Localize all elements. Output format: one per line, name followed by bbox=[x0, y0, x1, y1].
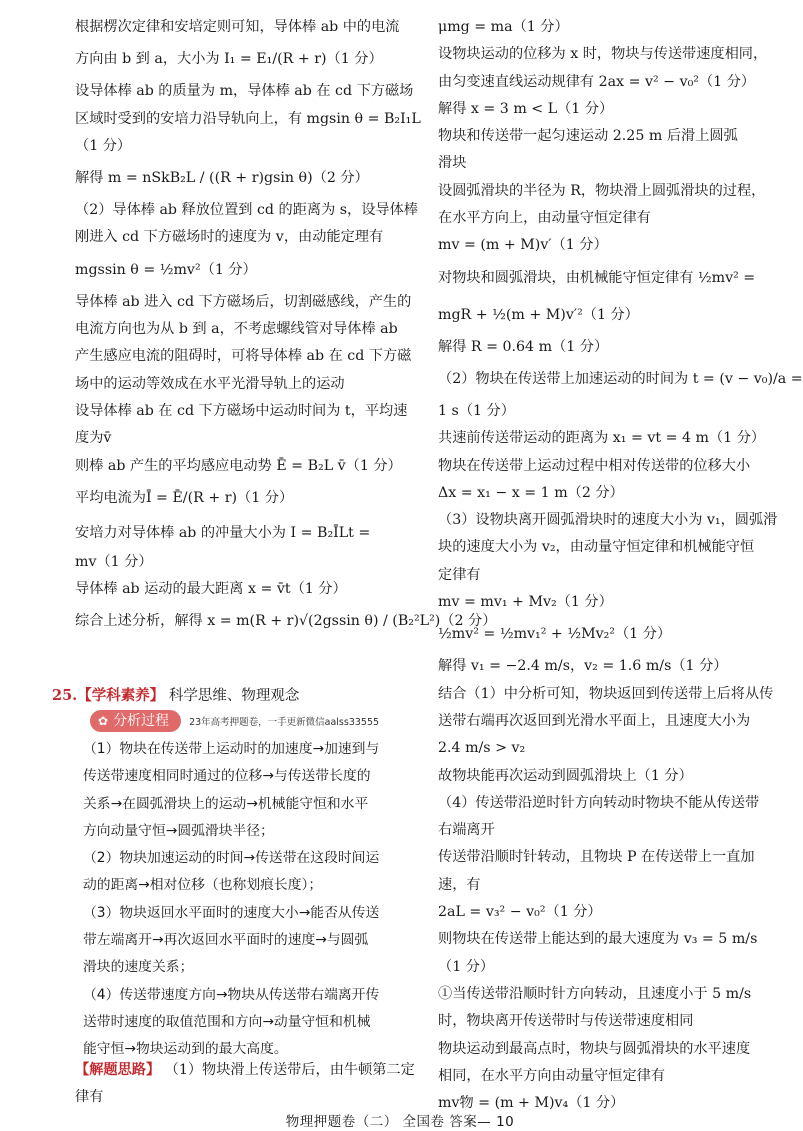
text-line: 导体棒 ab 运动的最大距离 x = v̄t（1 分） bbox=[75, 581, 347, 598]
text-line: 安培力对导体棒 ab 的冲量大小为 I = B₂ĪLt = bbox=[75, 524, 371, 541]
solution-approach bbox=[75, 1057, 415, 1112]
text-line: ①当传送带沿顺时针方向转动，且速度小于 5 m/s bbox=[438, 985, 752, 1002]
subject-literacy-tag: 【学科素养】 bbox=[77, 687, 165, 704]
text-line: 在水平方向上，由动量守恒定律有 bbox=[438, 210, 651, 227]
text-line: 综合上述分析，解得 x = m(R + r)√(2gssin θ) / (B₂²L²)（2 分） bbox=[75, 613, 497, 630]
text-line: 定律有 bbox=[438, 566, 481, 583]
text-line: 设导体棒 ab 在 cd 下方磁场中运动时间为 t，平均速 bbox=[75, 402, 408, 419]
analysis-line: （3）物块返回水平面时的速度大小→能否从传送 bbox=[83, 904, 380, 921]
analysis-line: 传送带速度相同时通过的位移→与传送带长度的 bbox=[83, 768, 371, 785]
analysis-line: 方向动量守恒→圆弧滑块半径； bbox=[83, 822, 274, 839]
text-line: 由匀变速直线运动规律有 2ax = v² − v₀²（1 分） bbox=[438, 73, 756, 90]
text-line: Δx = x₁ − x = 1 m（2 分） bbox=[438, 484, 624, 501]
text-line: mv（1 分） bbox=[75, 553, 153, 570]
text-line: （2）导体棒 ab 释放位置到 cd 的距离为 s，设导体棒 bbox=[75, 202, 418, 219]
text-line: ½mv² = ½mv₁² + ½Mv₂²（1 分） bbox=[438, 626, 672, 643]
text-line: mgssin θ = ½mv²（1 分） bbox=[75, 261, 257, 278]
text-line: 设圆弧滑块的半径为 R，物块滑上圆弧滑块的过程， bbox=[438, 182, 766, 199]
text-line: 解得 v₁ = −2.4 m/s，v₂ = 1.6 m/s（1 分） bbox=[438, 658, 728, 675]
analysis-line: 送带时速度的取值范围和方向→动量守恒和机械 bbox=[83, 1013, 371, 1030]
watermark-note: 23年高考押题卷，一手更新微信aalss33555 bbox=[189, 717, 380, 728]
text-line: （3）设物块离开圆弧滑块时的速度大小为 v₁，圆弧滑 bbox=[438, 512, 778, 529]
text-line: μmg = ma（1 分） bbox=[438, 19, 569, 35]
text-line: 2.4 m/s > v₂ bbox=[438, 740, 526, 757]
analysis-line: （2）物块加速运动的时间→传送带在这段时间运 bbox=[83, 850, 380, 867]
text-line: 则棒 ab 产生的平均感应电动势 Ē = B₂L v̄（1 分） bbox=[75, 457, 402, 474]
text-line: 区域时受到的安培力沿导轨向上，有 mgsin θ = B₂I₁L bbox=[75, 110, 421, 127]
text-line: 度为v̄ bbox=[75, 430, 112, 447]
text-line: 2aL = v₃² − v₀²（1 分） bbox=[438, 904, 602, 921]
text-line: 共速前传送带运动的距离为 x₁ = vt = 4 m（1 分） bbox=[438, 430, 766, 447]
text-line: （1 分） bbox=[438, 958, 495, 975]
text-line: 导体棒 ab 进入 cd 下方磁场后，切割磁感线，产生的 bbox=[75, 293, 412, 310]
analysis-line: 能守恒→物块运动到的最大高度。 bbox=[83, 1041, 288, 1058]
text-line: mv物 = (m + M)v₄（1 分） bbox=[438, 1095, 625, 1112]
text-line: 右端离开 bbox=[438, 822, 495, 839]
text-line: 物块运动到最高点时，物块与圆弧滑块的水平速度 bbox=[438, 1040, 751, 1057]
text-line: 送带右端再次返回到光滑水平面上，且速度大小为 bbox=[438, 712, 751, 729]
text-line: 根据楞次定律和安培定则可知，导体棒 ab 中的电流 bbox=[75, 19, 400, 35]
text-line: 解得 m = nSkB₂L / ((R + r)gsin θ)（2 分） bbox=[75, 170, 369, 187]
text-line: 则物块在传送带上能达到的最大速度为 v₃ = 5 m/s bbox=[438, 931, 758, 948]
analysis-header bbox=[90, 710, 379, 732]
text-line: 传送带沿顺时针转动，且物块 P 在传送带上一直加 bbox=[438, 849, 755, 866]
text-line: 刚进入 cd 下方磁场时的速度为 v，由动能定理有 bbox=[75, 229, 384, 246]
page-footer: 物理押题卷（二） 全国卷 答案— 10 bbox=[285, 1114, 515, 1130]
right-column bbox=[438, 14, 803, 1117]
text-line: 方向由 b 到 a，大小为 I₁ = E₁/(R + r)（1 分） bbox=[75, 51, 383, 68]
solution-text: 律有 bbox=[75, 1089, 104, 1106]
text-line: mv = (m + M)v′（1 分） bbox=[438, 237, 608, 254]
text-line: 设物块运动的位移为 x 时，物块与传送带速度相同， bbox=[438, 46, 768, 63]
text-line: 速，有 bbox=[438, 876, 481, 893]
text-line: 场中的运动等效成在水平光滑导轨上的运动 bbox=[75, 375, 345, 392]
analysis-process bbox=[83, 736, 413, 1064]
solution-tag: 【解题思路】 bbox=[75, 1062, 161, 1078]
text-line: （2）物块在传送带上加速运动的时间为 t = (v − v₀)/a = bbox=[438, 370, 803, 387]
analysis-badge bbox=[90, 710, 181, 732]
text-line: 故物块能再次运动到圆弧滑块上（1 分） bbox=[438, 767, 693, 784]
text-line: 结合（1）中分析可知，物块返回到传送带上后将从传 bbox=[438, 685, 774, 702]
text-line: 物块和传送带一起匀速运动 2.25 m 后滑上圆弧 bbox=[438, 128, 738, 145]
analysis-line: （4）传送带速度方向→物块从传送带右端离开传 bbox=[83, 986, 380, 1003]
text-line: mgR + ½(m + M)v′²（1 分） bbox=[438, 306, 639, 323]
text-line: mv = mv₁ + Mv₂（1 分） bbox=[438, 594, 613, 611]
analysis-badge-label: 分析过程 bbox=[113, 713, 170, 729]
text-line: 设导体棒 ab 的质量为 m，导体棒 ab 在 cd 下方磁场 bbox=[75, 83, 414, 100]
text-line: 物块在传送带上运动过程中相对传送带的位移大小 bbox=[438, 457, 751, 474]
text-line: 滑块 bbox=[438, 155, 467, 172]
analysis-line: 动的距离→相对位移（也称划痕长度）； bbox=[83, 877, 323, 894]
text-line: 产生感应电流的阻碍时，可将导体棒 ab 在 cd 下方磁 bbox=[75, 348, 412, 365]
text-line: 时，物块离开传送带时与传送带速度相同 bbox=[438, 1013, 694, 1030]
text-line: 对物块和圆弧滑块，由机械能守恒定律有 ½mv² = bbox=[438, 269, 756, 286]
text-line: 块的速度大小为 v₂，由动量守恒定律和机械能守恒 bbox=[438, 539, 755, 556]
analysis-line: 关系→在圆弧滑块上的运动→机械能守恒和水平 bbox=[83, 795, 369, 812]
question-number: 25. bbox=[52, 687, 78, 704]
flower-icon: ✿ bbox=[98, 714, 109, 728]
text-line: 解得 x = 3 m < L（1 分） bbox=[438, 100, 614, 117]
text-line: 电流方向也为从 b 到 a，不考虑螺线管对导体棒 ab bbox=[75, 321, 398, 338]
text-line: 1 s（1 分） bbox=[438, 402, 515, 419]
text-line: 平均电流为Ī = Ē/(R + r)（1 分） bbox=[75, 489, 294, 506]
analysis-line: 滑块的速度关系； bbox=[83, 959, 194, 976]
text-line: （4）传送带沿逆时针方向转动时物块不能从传送带 bbox=[438, 794, 760, 811]
text-line: （1 分） bbox=[75, 137, 132, 154]
solution-text: （1）物块滑上传送带后，由牛顿第二定 bbox=[164, 1062, 415, 1078]
subject-literacy-text: 科学思维、物理观念 bbox=[168, 688, 300, 704]
analysis-line: 带左端离开→再次返回水平面时的速度→与圆弧 bbox=[83, 932, 369, 949]
analysis-line: （1）物块在传送带上运动时的加速度→加速到与 bbox=[83, 741, 380, 757]
text-line: 解得 R = 0.64 m（1 分） bbox=[438, 338, 609, 355]
question-header bbox=[52, 684, 299, 708]
text-line: 相同，在水平方向由动量守恒定律有 bbox=[438, 1067, 666, 1084]
